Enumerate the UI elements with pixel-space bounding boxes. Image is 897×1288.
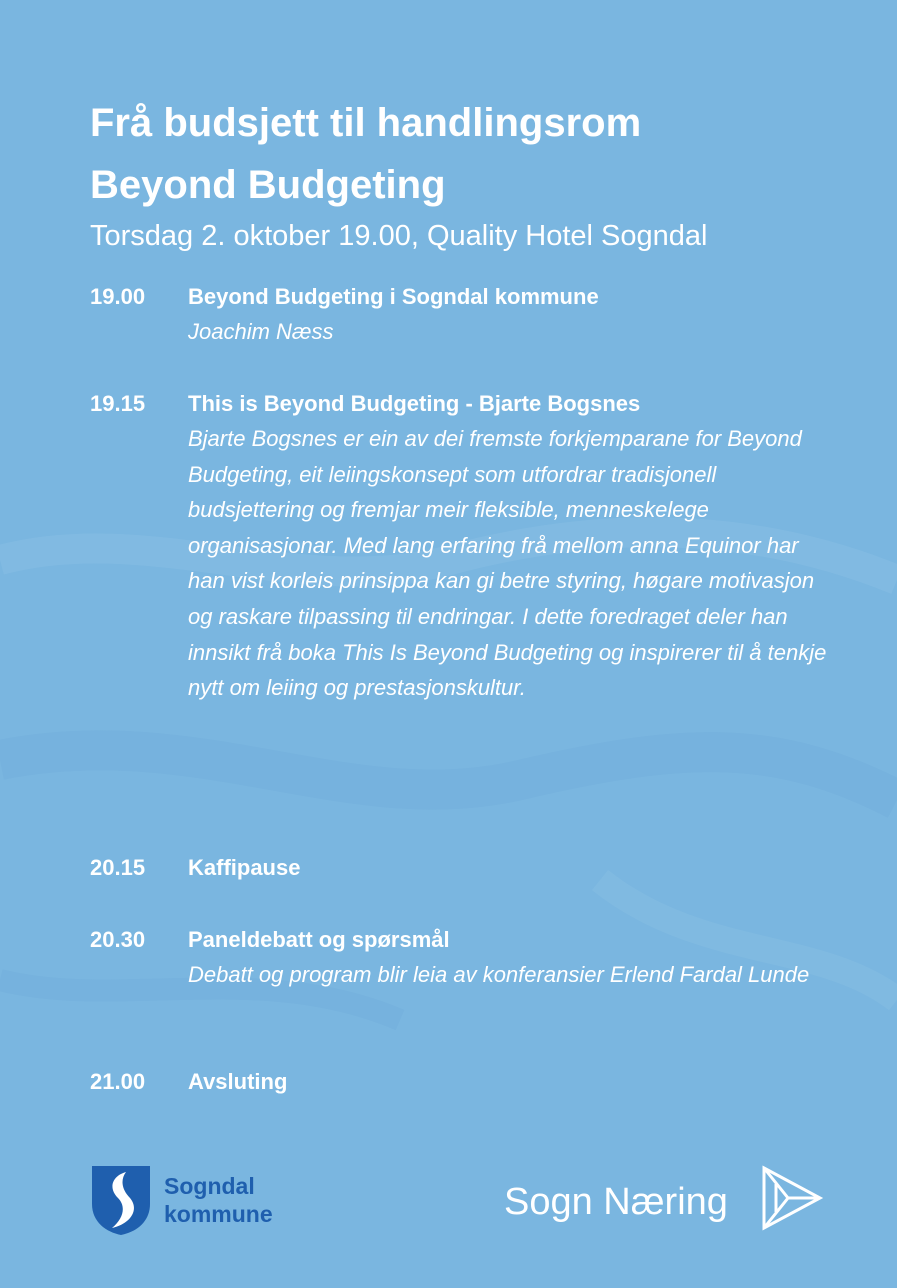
page-title — [90, 92, 870, 216]
program-time: 19.15 — [90, 391, 146, 416]
title-line-1: Frå budsjett til handlingsrom — [90, 101, 642, 145]
program-time: 21.00 — [90, 1069, 146, 1094]
sogn-naering-logo — [504, 1162, 826, 1238]
sogn-naering-name: Sogn Næring — [504, 1181, 728, 1223]
kommune-shield-icon — [90, 1164, 152, 1236]
sogndal-kommune-logo — [90, 1164, 310, 1236]
event-date-venue: Torsdag 2. oktober 19.00, Quality Hotel Sogndal — [90, 220, 708, 252]
program-description: Debatt og program blir leia av konferansier Erlend Fardal Lunde — [188, 962, 810, 987]
program-title: This is Beyond Budgeting - Bjarte Bogsnes — [188, 391, 641, 416]
kommune-name: Sogndal kommune — [164, 1173, 273, 1227]
program-description: Joachim Næss — [188, 319, 334, 344]
program-description: Bjarte Bogsnes er ein av dei fremste forkjemparane for Beyond Budgeting, eit leiingskonsept som utfordrar tradisjonell budsjettering og fremjar meir fleksible, menneskelege organisasjonar. Med lang erfaring frå mellom anna Equinor har han vist korleis prinsippa kan gi betre styring, høgare motivasjon og raskare tilpassing til endringar. I dette foredraget deler han innsikt frå boka This Is Beyond Budgeting og inspirerer til å tenkje nytt om leiing og prestasjonskultur. — [188, 426, 827, 701]
sogn-naering-mark-icon — [758, 1162, 826, 1234]
program-title: Paneldebatt og spørsmål — [188, 927, 450, 952]
program-title: Kaffipause — [188, 855, 301, 880]
program-title: Beyond Budgeting i Sogndal kommune — [188, 284, 599, 309]
program-time: 20.15 — [90, 855, 146, 880]
program-title: Avsluting — [188, 1069, 288, 1094]
program-time: 20.30 — [90, 927, 146, 952]
title-line-2: Beyond Budgeting — [90, 163, 446, 207]
program-time: 19.00 — [90, 284, 146, 309]
